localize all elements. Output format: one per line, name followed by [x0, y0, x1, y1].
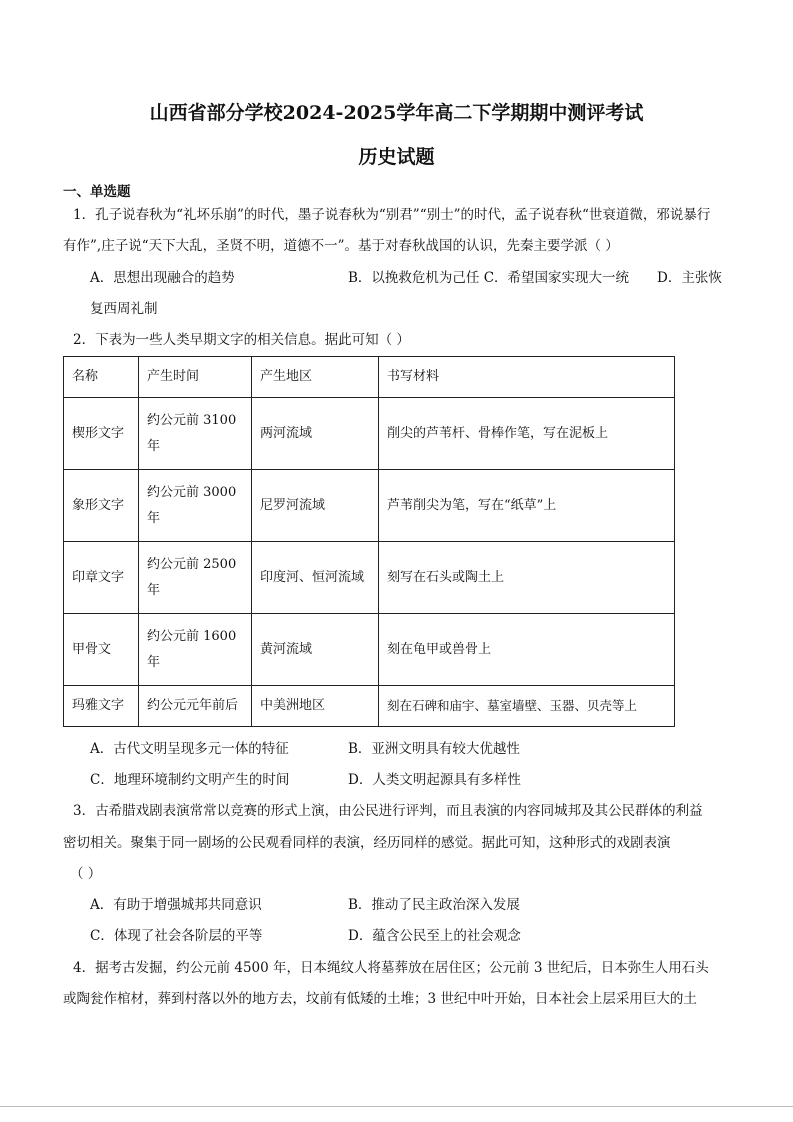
table-cell: 约公元前 2500 年: [139, 542, 252, 614]
table-cell: 约公元前 1600 年: [139, 614, 252, 686]
table-row: [64, 398, 675, 470]
q1-option-bc: B．以挽救危机为己任 C．希望国家实现大一统: [348, 270, 630, 286]
q3-option-c: C．体现了社会各阶层的平等: [90, 928, 263, 944]
table-cell: 约公元前 3000 年: [139, 470, 252, 542]
table-cell: 楔形文字: [64, 398, 139, 470]
table-cell: 刻在石碑和庙宇、墓室墙壁、玉器、贝壳等上: [379, 686, 675, 727]
table-cell: 黄河流域: [252, 614, 379, 686]
q1-option-d: D．主张恢: [657, 270, 722, 286]
table-cell: 象形文字: [64, 470, 139, 542]
q4-stem-line2: 或陶瓮作棺材，葬到村落以外的地方去，坟前有低矮的土堆；3 世纪中叶开始，日本社会上层采用巨大的土: [63, 991, 697, 1007]
q2-option-c: C．地理环境制约文明产生的时间: [90, 772, 290, 788]
q2-option-d: D．人类文明起源具有多样性: [348, 772, 521, 788]
table-cell: 芦苇削尖为笔，写在“纸草”上: [379, 470, 675, 542]
table-cell: 刻在龟甲或兽骨上: [379, 614, 675, 686]
table-cell: 尼罗河流域: [252, 470, 379, 542]
table-cell: 两河流域: [252, 398, 379, 470]
q3-option-a: A．有助于增强城邦共同意识: [90, 897, 262, 913]
section-heading: 一、单选题: [63, 184, 131, 200]
q3-option-b: B．推动了民主政治深入发展: [348, 897, 520, 913]
q2-stem: 2．下表为一些人类早期文字的相关信息。据此可知（ ）: [73, 332, 410, 348]
table-cell: 印度河、恒河流域: [252, 542, 379, 614]
writing-systems-table: [63, 356, 675, 727]
page-title: 山西省部分学校2024-2025学年高二下学期期中测评考试: [149, 102, 644, 124]
table-cell: 刻写在石头或陶土上: [379, 542, 675, 614]
table-cell: 印章文字: [64, 542, 139, 614]
page-subtitle: 历史试题: [358, 146, 435, 168]
table-cell: 玛雅文字: [64, 686, 139, 727]
table-cell: 甲骨文: [64, 614, 139, 686]
q1-option-a: A．思想出现融合的趋势: [90, 270, 235, 286]
q1-stem-line2: 有作”,庄子说“天下大乱，圣贤不明，道德不一”。基于对春秋战国的认识，先秦主要学派（ ）: [63, 238, 619, 254]
q3-stem-line2: 密切相关。聚集于同一剧场的公民观看同样的表演，经历同样的感觉。据此可知，这种形式的戏剧表演: [63, 835, 671, 851]
table-header-cell: 产生时间: [139, 357, 252, 398]
table-cell: 约公元前 3100 年: [139, 398, 252, 470]
table-row: [64, 470, 675, 542]
table-row: [64, 686, 675, 727]
page-bottom-rule: [0, 1106, 793, 1107]
q3-option-d: D．蕴含公民至上的社会观念: [348, 928, 521, 944]
table-header-cell: 名称: [64, 357, 139, 398]
q3-stem-line1: 3．古希腊戏剧表演常常以竞赛的形式上演，由公民进行评判，而且表演的内容同城邦及其公民群体的利益: [73, 803, 703, 819]
q2-option-a: A．古代文明呈现多元一体的特征: [90, 741, 289, 757]
table-cell: 削尖的芦苇杆、骨棒作笔，写在泥板上: [379, 398, 675, 470]
table-row: [64, 542, 675, 614]
q3-stem-line3: （ ）: [70, 866, 102, 882]
table-header-cell: 书写材料: [379, 357, 675, 398]
q1-stem-line1: 1．孔子说春秋为“礼坏乐崩”的时代，墨子说春秋为“别君”“别士”的时代，孟子说春秋“世衰道微，邪说暴行: [73, 207, 711, 223]
table-cell: 中美洲地区: [252, 686, 379, 727]
table-header-cell: 产生地区: [252, 357, 379, 398]
table-cell: 约公元元年前后: [139, 686, 252, 727]
q4-stem-line1: 4．据考古发掘，约公元前 4500 年，日本绳纹人将墓葬放在居住区；公元前 3 世纪后，日本弥生人用石头: [73, 960, 709, 976]
table-header-row: [64, 357, 675, 398]
table-row: [64, 614, 675, 686]
q1-option-d-cont: 复西周礼制: [90, 301, 158, 317]
q2-option-b: B．亚洲文明具有较大优越性: [348, 741, 520, 757]
